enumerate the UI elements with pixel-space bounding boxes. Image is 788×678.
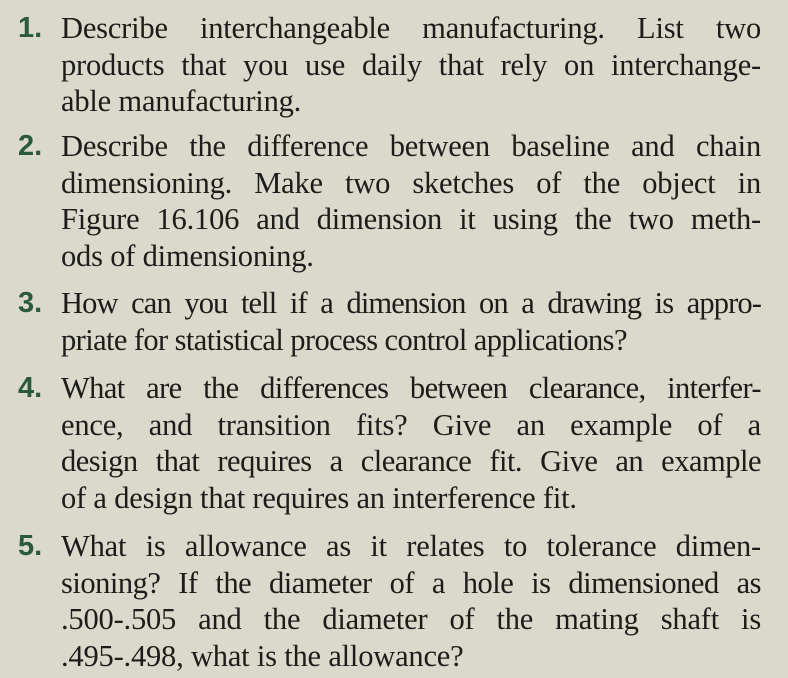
- text-line: products that you use daily that rely on interchange-: [61, 47, 761, 82]
- text-line: What are the differences between clearance, interfer-: [61, 371, 761, 405]
- question-number: 2.: [18, 130, 43, 162]
- text-line: Figure 16.106 and dimension it using the two meth-: [61, 202, 761, 236]
- question-text: [61, 528, 761, 674]
- text-line: ods of dimensioning.: [61, 238, 314, 273]
- question-text: [61, 10, 761, 120]
- question-text: [61, 370, 761, 516]
- text-line: able manufacturing.: [61, 84, 302, 118]
- text-line: Describe interchangeable manufacturing. List two: [61, 11, 761, 45]
- text-line: .495-.498, what is the allowance?: [61, 638, 464, 673]
- question-number: 1.: [18, 12, 43, 44]
- text-line: ence, and transition fits? Give an example of a: [61, 407, 761, 442]
- text-line: dimensioning. Make two sketches of the object in: [61, 165, 761, 200]
- text-line: .500-.505 and the diameter of the mating shaft is: [61, 602, 761, 636]
- question-number: 3.: [18, 287, 43, 319]
- text-line: design that requires a clearance fit. Give an example: [61, 444, 761, 478]
- text-line: How can you tell if a dimension on a drawing is appro-: [61, 286, 761, 320]
- question-text: [61, 128, 761, 274]
- text-line: Describe the difference between baseline and chain: [61, 129, 761, 163]
- question-number: 5.: [18, 530, 43, 562]
- question-text: [61, 285, 761, 358]
- text-line: What is allowance as it relates to tolerance dimen-: [61, 529, 761, 563]
- text-line: priate for statistical process control applications?: [61, 322, 627, 357]
- text-line: sioning? If the diameter of a hole is dimensioned as: [61, 565, 761, 600]
- text-line: of a design that requires an interference fit.: [61, 480, 577, 515]
- question-number: 4.: [18, 372, 43, 404]
